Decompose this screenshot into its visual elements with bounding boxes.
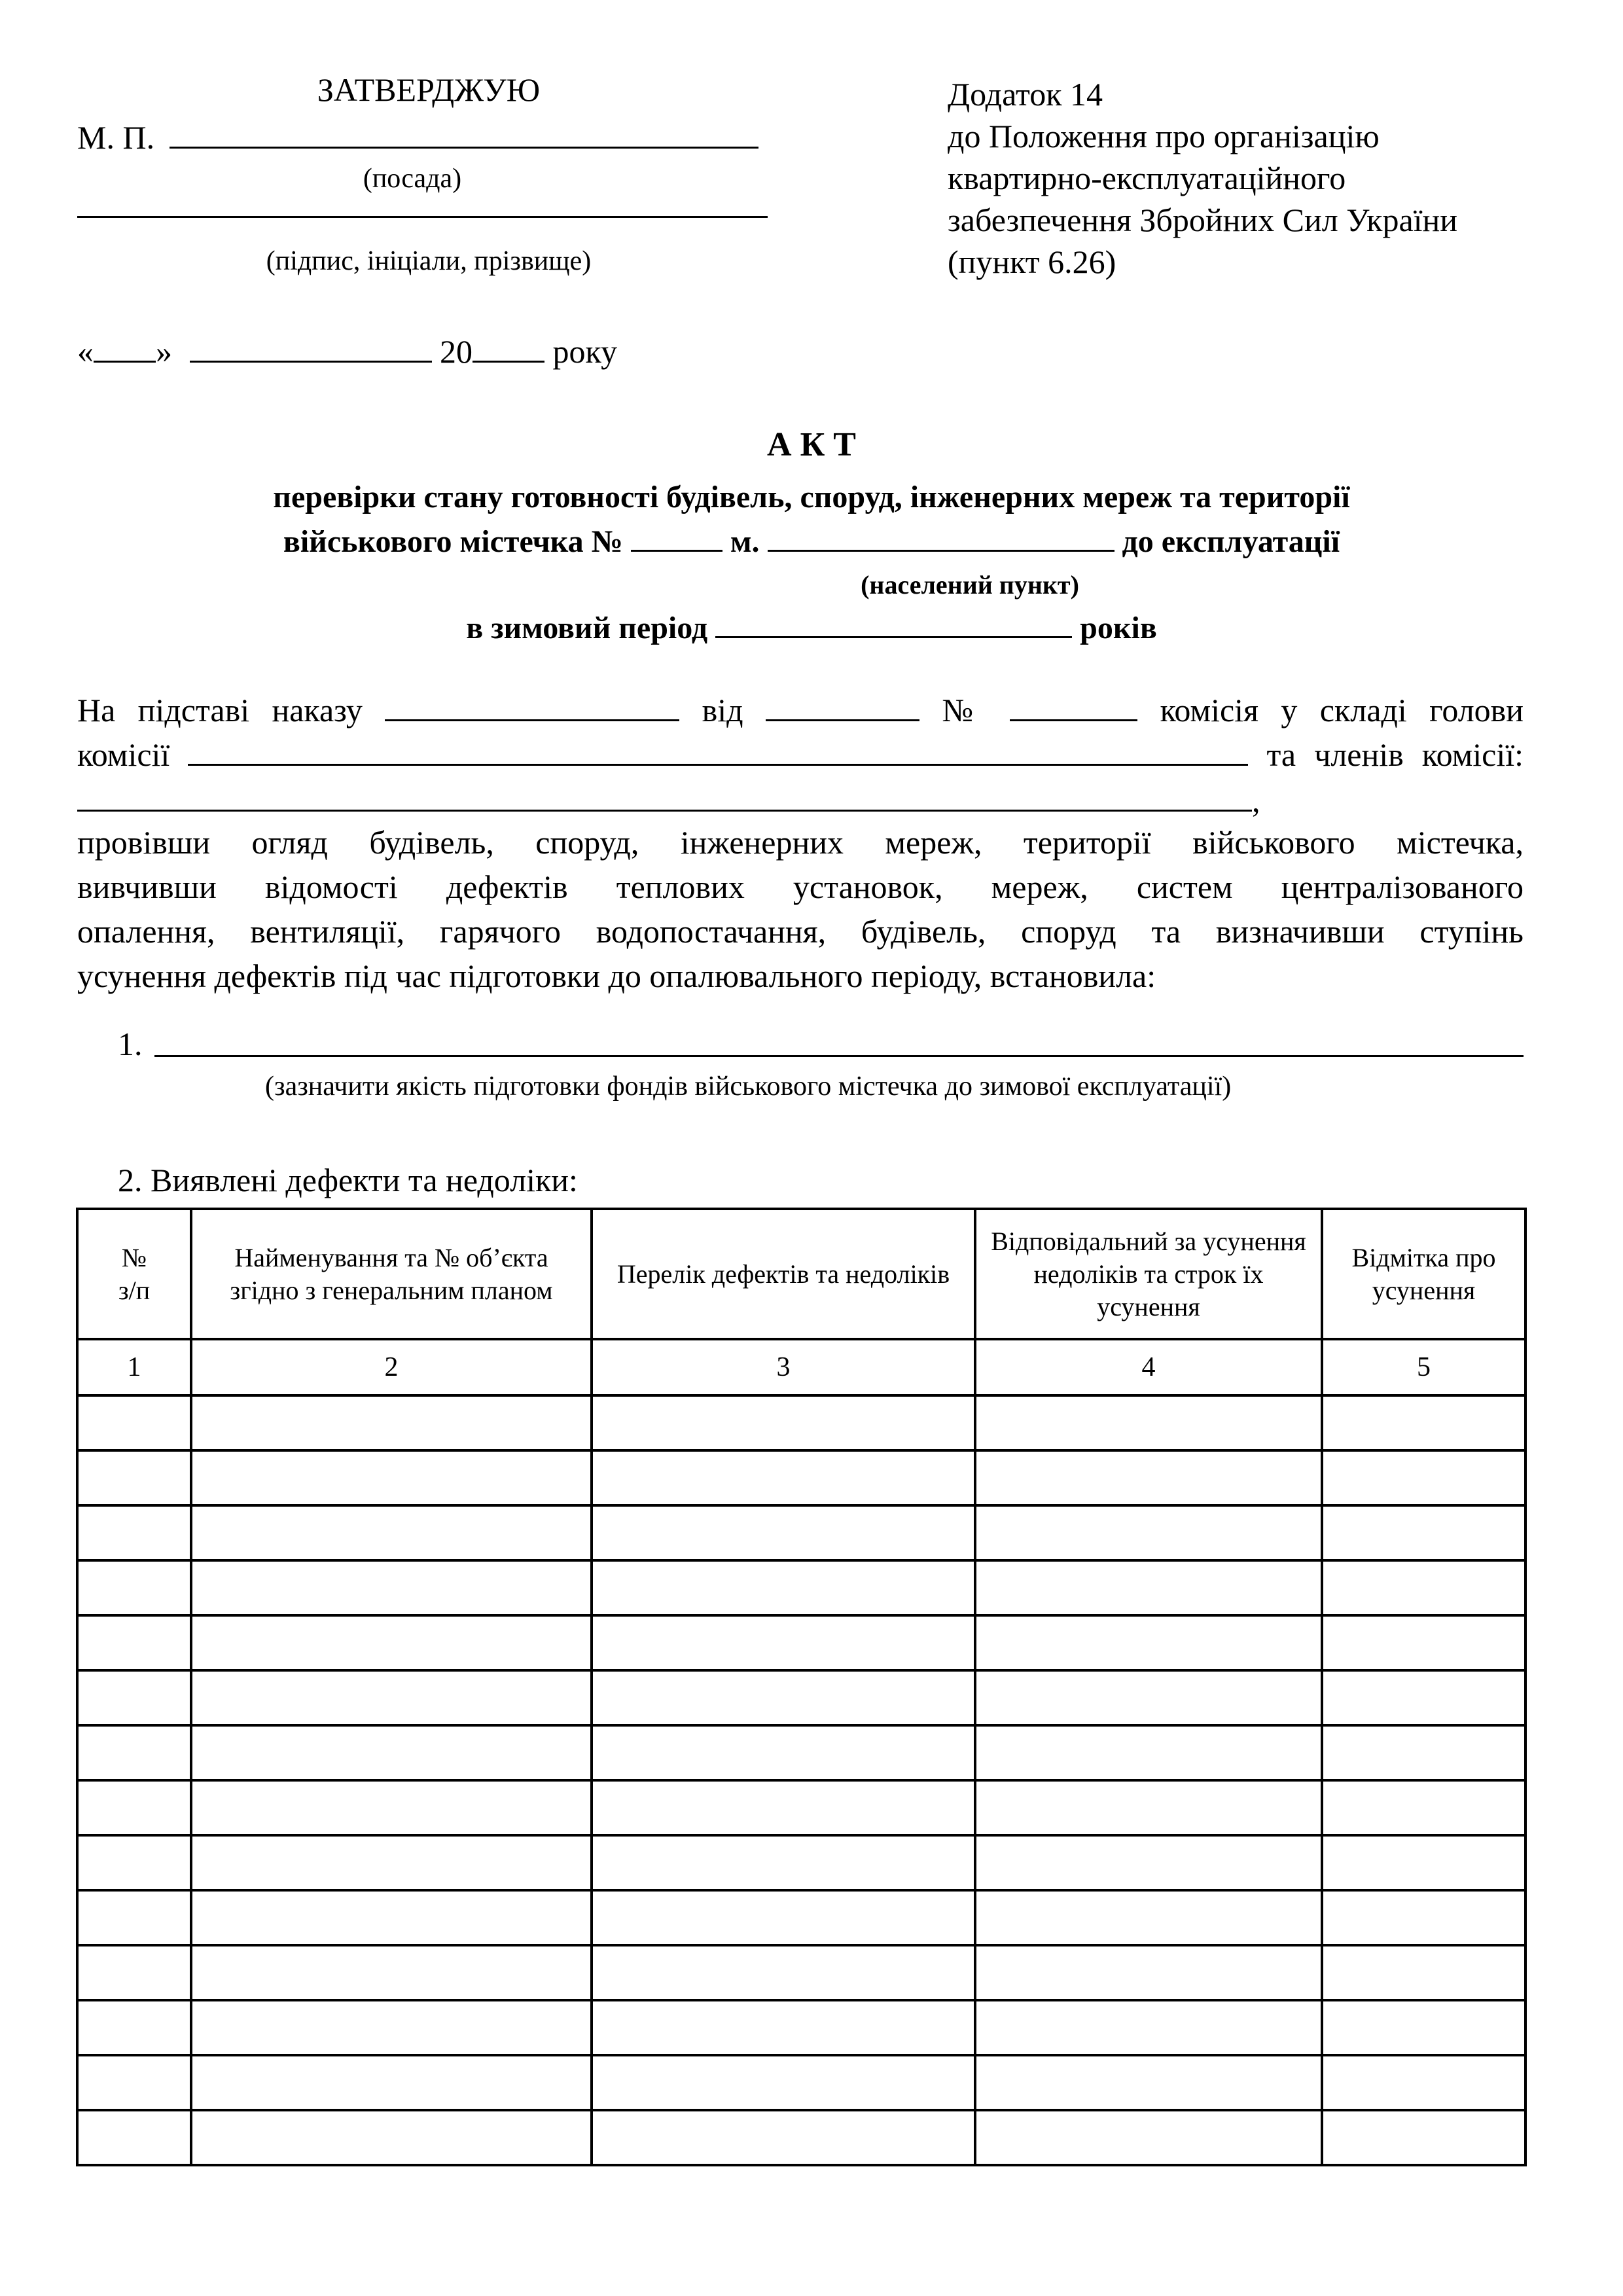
table-cell[interactable] [1322,2110,1525,2165]
paragraph-line: провівши огляд будівель, споруд, інженерних мереж, території військового містечка, [77,824,1524,861]
table-cell[interactable] [1322,1725,1525,1780]
table-cell[interactable] [191,1615,592,1670]
header-cell-mark: Відмітка про усунення [1322,1209,1525,1339]
table-header-row [77,1209,1525,1339]
paragraph-line: вивчивши відомості дефектів теплових установок, мереж, систем централізованого [77,869,1524,905]
table-cell[interactable] [975,1450,1322,1505]
comma: , [1252,782,1260,819]
table-cell[interactable] [592,1725,975,1780]
table-cell[interactable] [191,1505,592,1560]
column-number: 3 [592,1339,975,1395]
commission-label: комісії [77,736,170,773]
table-row [77,1560,1525,1615]
table-cell[interactable] [975,1670,1322,1725]
table-cell[interactable] [975,1835,1322,1890]
header-text: № з/п [118,1242,151,1305]
act-title: А К Т [767,426,856,463]
table-cell[interactable] [77,2055,191,2110]
table-cell[interactable] [77,1890,191,1945]
appendix-reference [948,73,1457,283]
item1-caption: (зазначити якість підготовки фондів військового містечка до зимової експлуатації) [265,1071,1232,1102]
table-row [77,2110,1525,2165]
table-cell[interactable] [1322,1780,1525,1835]
order-number-field[interactable] [1010,719,1137,721]
years-label: років [1080,611,1157,645]
table-cell[interactable] [77,1560,191,1615]
table-cell[interactable] [77,1725,191,1780]
order-label: На підставі наказу [77,692,363,728]
table-cell[interactable] [975,2110,1322,2165]
table-cell[interactable] [975,1505,1322,1560]
table-cell[interactable] [77,1615,191,1670]
approval-title: ЗАТВЕРДЖУЮ [317,71,541,108]
table-cell[interactable] [975,1615,1322,1670]
table-cell[interactable] [975,2055,1322,2110]
table-cell[interactable] [592,1505,975,1560]
members-line [77,784,1260,817]
column-number: 2 [191,1339,592,1395]
date-day-field[interactable] [94,361,156,363]
appendix-line: (пункт 6.26) [948,243,1116,280]
table-row [77,2000,1525,2055]
act-subtitle-line3 [0,610,1623,646]
table-cell[interactable] [1322,1945,1525,2000]
table-cell[interactable] [1322,1670,1525,1725]
table-cell[interactable] [1322,1505,1525,1560]
table-cell[interactable] [592,1615,975,1670]
table-cell[interactable] [1322,2055,1525,2110]
table-cell[interactable] [77,1670,191,1725]
approval-date-line [77,335,617,368]
table-row [77,1615,1525,1670]
table-row [77,1780,1525,1835]
table-row [77,1670,1525,1725]
appendix-line: забезпечення Збройних Сил України [948,202,1458,238]
table-cell[interactable] [191,2110,592,2165]
table-cell[interactable] [191,1450,592,1505]
table-cell[interactable] [975,1725,1322,1780]
act-subtitle-line1: перевірки стану готовності будівель, споруд, інженерних мереж та території [273,480,1350,514]
column-number: 5 [1322,1339,1525,1395]
table-cell[interactable] [592,2055,975,2110]
table-cell[interactable] [191,1835,592,1890]
table-cell[interactable] [975,1780,1322,1835]
appendix-line: до Положення про організацію [948,118,1380,154]
position-field[interactable] [169,147,758,149]
town-number-field[interactable] [631,550,722,552]
table-cell[interactable] [191,1780,592,1835]
header-cell-responsible: Відповідальний за усунення недоліків та строк їх усунення [975,1209,1322,1339]
table-cell[interactable] [975,1395,1322,1450]
table-cell[interactable] [1322,1615,1525,1670]
column-number: 4 [975,1339,1322,1395]
commission-head-label: комісія у складі голови [1160,692,1524,728]
table-cell[interactable] [592,2110,975,2165]
item1-label: 1. [118,1026,143,1062]
table-cell[interactable] [191,1560,592,1615]
table-cell[interactable] [191,1395,592,1450]
table-cell[interactable] [77,1505,191,1560]
date-month-field[interactable] [190,361,432,363]
table-row [77,1890,1525,1945]
table-cell[interactable] [191,2000,592,2055]
order-field[interactable] [385,719,679,721]
act-subtitle-line2 [0,524,1623,560]
column-number: 1 [77,1339,191,1395]
table-cell[interactable] [1322,1835,1525,1890]
table-cell[interactable] [77,1780,191,1835]
header-cell-defects: Перелік дефектів та недоліків [592,1209,975,1339]
table-cell[interactable] [191,1890,592,1945]
table-cell[interactable] [592,1890,975,1945]
table-cell[interactable] [1322,1395,1525,1450]
header-cell-object: Найменування та № об’єкта згідно з генеральним планом [191,1209,592,1339]
table-cell[interactable] [975,1890,1322,1945]
table-cell[interactable] [975,1945,1322,2000]
appendix-line: Додаток 14 [948,76,1103,113]
defects-table [76,1208,1527,2166]
seal-position-line [77,121,758,154]
year-prefix: 20 [440,333,473,370]
settlement-field[interactable] [768,550,1115,552]
table-cell[interactable] [1322,1560,1525,1615]
item2-label: 2. Виявлені дефекти та недоліки: [118,1162,578,1198]
table-row [77,1725,1525,1780]
header-cell-number [77,1209,191,1339]
table-row [77,1945,1525,2000]
table-cell[interactable] [77,1945,191,2000]
appendix-line: квартирно-експлуатаційного [948,160,1346,196]
year-suffix: року [552,333,618,370]
item1-field[interactable] [154,1055,1524,1057]
order-line [77,694,1524,726]
commission-head-field[interactable] [188,764,1248,766]
table-cell[interactable] [1322,1890,1525,1945]
table-row [77,1395,1525,1450]
table-row [77,1505,1525,1560]
table-cell[interactable] [592,1450,975,1505]
town-number-label: військового містечка № [283,524,623,559]
table-cell[interactable] [77,2000,191,2055]
order-date-field[interactable] [766,719,919,721]
open-quote: « [77,333,94,370]
table-cell[interactable] [975,2000,1322,2055]
seal-label: М. П. [77,119,155,156]
table-cell[interactable] [77,2110,191,2165]
table-cell[interactable] [592,1560,975,1615]
table-cell[interactable] [592,1835,975,1890]
table-cell[interactable] [191,1945,592,2000]
table-cell[interactable] [191,2055,592,2110]
table-cell[interactable] [592,1945,975,2000]
table-row [77,1835,1525,1890]
city-label: м. [730,524,760,559]
table-row [77,1450,1525,1505]
position-caption: (посада) [363,164,462,194]
table-cell[interactable] [77,1395,191,1450]
members-label: та членів комісії: [1266,736,1524,773]
paragraph-line: усунення дефектів під час підготовки до опалювального періоду, встановила: [77,958,1156,994]
column-number-row [77,1339,1525,1395]
table-cell[interactable] [1322,2000,1525,2055]
table-cell[interactable] [77,1450,191,1505]
table-cell[interactable] [592,1780,975,1835]
signature-field[interactable] [77,216,768,218]
signature-caption: (підпис, ініціали, прізвище) [266,246,592,276]
table-cell[interactable] [77,1835,191,1890]
operation-label: до експлуатації [1122,524,1340,559]
date-year-field[interactable] [473,361,544,363]
close-quote: » [156,333,172,370]
table-cell[interactable] [592,2000,975,2055]
paragraph-line: опалення, вентиляції, гарячого водопостачання, будівель, споруд та визначивши ступінь [77,913,1524,950]
table-cell[interactable] [592,1395,975,1450]
table-cell[interactable] [191,1725,592,1780]
order-number-label: № [942,692,988,728]
table-row [77,2055,1525,2110]
table-cell[interactable] [191,1670,592,1725]
years-field[interactable] [715,636,1072,638]
winter-period-label: в зимовий період [466,611,708,645]
members-field[interactable] [77,810,1252,812]
order-date-label: від [702,692,743,728]
table-cell[interactable] [592,1670,975,1725]
table-cell[interactable] [1322,1450,1525,1505]
settlement-caption: (населений пункт) [861,570,1079,600]
commission-line [77,738,1524,771]
table-cell[interactable] [975,1560,1322,1615]
